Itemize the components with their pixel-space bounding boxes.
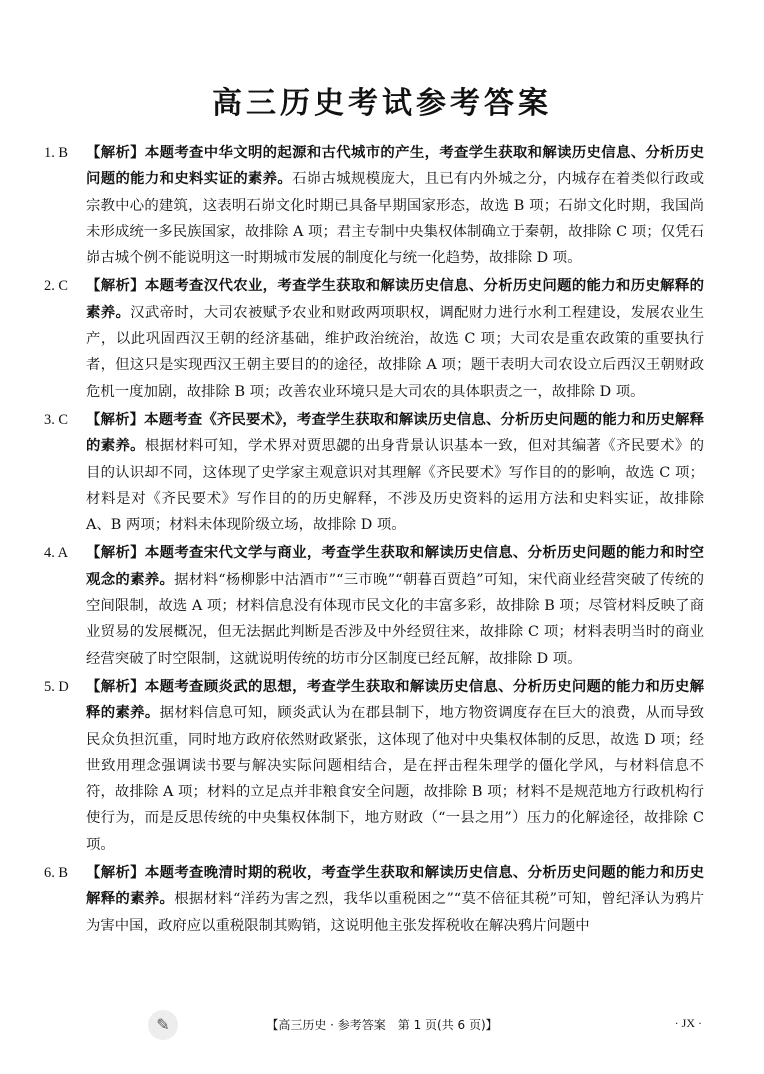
- answer-item: [44, 674, 704, 858]
- answer-body: 石峁古城规模庞大，且已有内外城之分，内城存在着类似行政或宗教中心的建筑，这表明石峁文化时期已具备早期国家形态，故选 B 项；石峁文化时期，我国尚未形成统一多民族国家，故排除 A 项；君主专制中央集权体制确立于秦朝，故排除 C 项；仅凭石峁古城个例不能说明这一时期城市发展的制度化与统一化趋势，故排除 D 项。: [86, 171, 704, 267]
- answer-lead: 【解析】本题考查中华文明的起源和古代城市的产生，考查学生获取和解读历史信息、分析历史问题的能力和史料实证的素养。: [86, 145, 704, 188]
- footer-code: · JX ·: [674, 1016, 702, 1030]
- answer-lead: 【解析】本题考查晚清时期的税收，考查学生获取和解读历史信息、分析历史问题的能力和历史解释的素养。: [86, 865, 704, 908]
- footer-text: 【高三历史 · 参考答案 第 1 页(共 6 页)】: [266, 1018, 498, 1032]
- answer-body: 汉武帝时，大司农被赋予农业和财政两项职权，调配财力进行水利工程建设，发展农业生产，以此巩固西汉王朝的经济基础，维护政治统治，故选 C 项；大司农是重农政策的重要执行者，但这只是实现西汉王朝主要目的的途径，故排除 A 项；题干表明大司农设立后西汉王朝财政危机一度加剧，故排除 B 项；改善农业环境只是大司农的具体职责之一，故排除 D 项。: [86, 304, 704, 400]
- page-footer: [0, 1010, 764, 1046]
- answer-item: [44, 273, 704, 404]
- answer-list: [44, 140, 704, 941]
- answer-number: 1. B: [44, 145, 68, 161]
- answer-body: 根据材料“洋药为害之烈，我华以重税困之”“莫不倍征其税”可知，曾纪泽认为鸦片为害中国，政府应以重税限制其购销，这说明他主张发挥税收在解决鸦片问题中: [86, 891, 704, 934]
- answer-number: 2. C: [44, 278, 68, 295]
- answer-lead: 【解析】本题考查宋代文学与商业，考查学生获取和解读历史信息、分析历史问题的能力和时空观念的素养。: [86, 545, 704, 588]
- page-title: 高三历史考试参考答案: [212, 86, 552, 121]
- answer-number: 3. C: [44, 411, 68, 428]
- answer-number: 4. A: [44, 545, 68, 562]
- answer-body: 据材料“杨柳影中沽酒市”“三市晚”“朝暮百贾趋”可知，宋代商业经营突破了传统的空间限制，故选 A 项；材料信息没有体现市民文化的丰富多彩，故排除 B 项；尽管材料反映了商业贸易的发展概况，但无法据此判断是否涉及中外经贸往来，故排除 C 项；材料表明当时的商业经营突破了时空限制，这就说明传统的坊市分区制度已经瓦解，故排除 D 项。: [86, 571, 704, 667]
- answer-lead: 【解析】本题考查《齐民要术》，考查学生获取和解读历史信息、分析历史问题的能力和历史解释的素养。: [86, 411, 704, 455]
- answer-number: 5. D: [44, 678, 69, 695]
- answer-body: 据材料信息可知，顾炎武认为在郡县制下，地方物资调度存在巨大的浪费，从而导致民众负担沉重，同时地方政府依然财政紧张，这体现了他对中央集权体制的反思，故选 D 项；经世致用理念强调读书要与解决实际问题相结合，是在抨击程朱理学的僵化学风，与材料信息不符，故排除 A 项；材料的立足点并非粮食安全问题，故排除 B 项；材料不是规范地方行政机构行使行为，而是反思传统的中央集权体制下，地方财政（“一县之用”）压力的化解途径，故排除 C 项。: [86, 705, 704, 853]
- answer-body: 根据材料可知，学术界对贾思勰的出身背景认识基本一致，但对其编著《齐民要术》的目的认识却不同，这体现了史学家主观意识对其理解《齐民要术》写作目的的影响，故选 C 项；材料是对《齐民要术》写作目的的历史解释，不涉及历史资料的运用方法和史料实证，故排除 A、B 两项；材料未体现阶级立场，故排除 D 项。: [86, 438, 704, 534]
- answer-item: [44, 140, 704, 271]
- answer-item: [44, 860, 704, 939]
- pen-icon: ✎: [148, 1010, 178, 1040]
- answer-item: [44, 540, 704, 671]
- answer-lead: 【解析】本题考查汉代农业，考查学生获取和解读历史信息、分析历史问题的能力和历史解释的素养。: [86, 278, 704, 321]
- answer-item: [44, 407, 704, 538]
- answer-number: 6. B: [44, 865, 68, 882]
- answer-lead: 【解析】本题考查顾炎武的思想，考查学生获取和解读历史信息、分析历史问题的能力和历史解释的素养。: [86, 678, 704, 722]
